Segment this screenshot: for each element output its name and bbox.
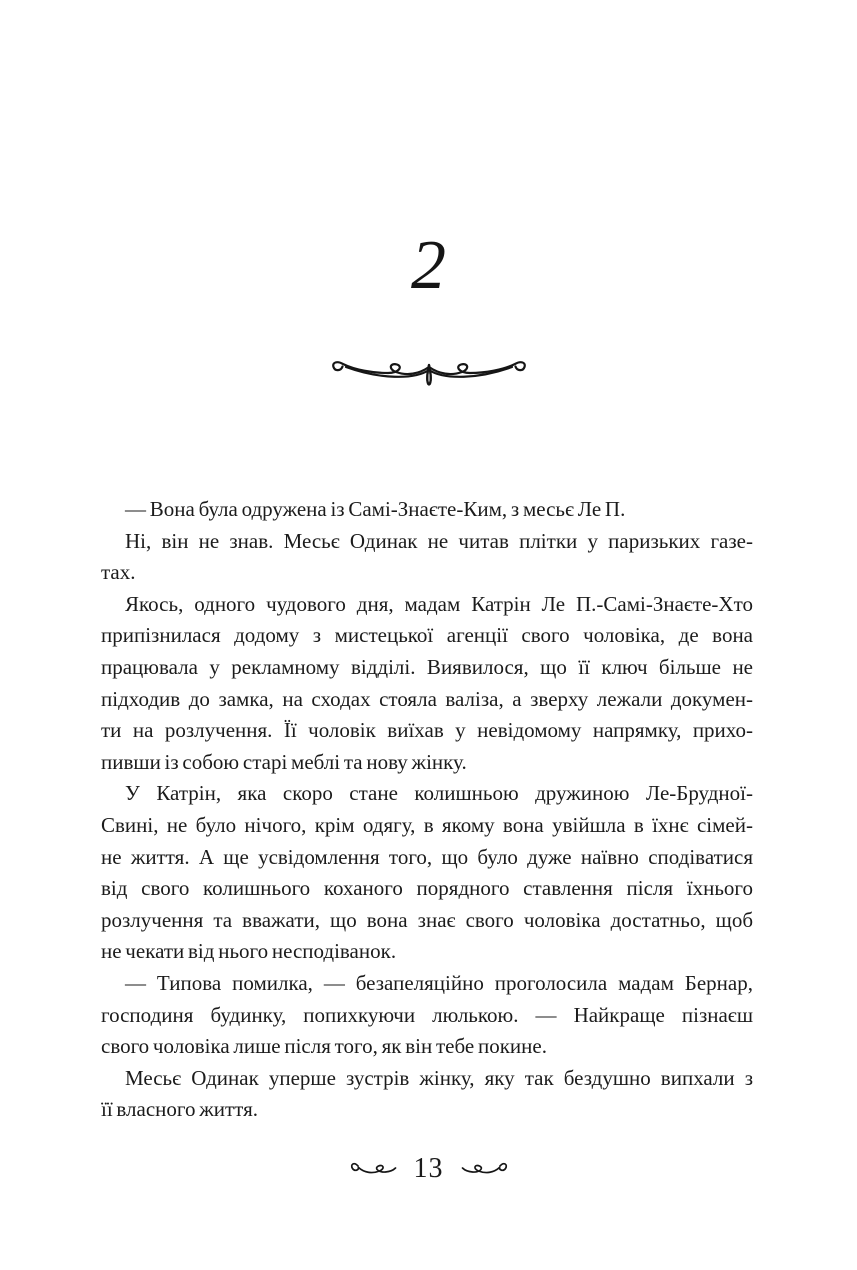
text-line: підходив до замка, на сходах стояла валіза, а зверху лежали докумен- [101,686,753,711]
text-line: — Вона була одружена із Самі-Знаєте-Ким, з месьє Ле П. [125,497,626,521]
chapter-number: 2 [411,227,446,304]
page-footer [0,1152,857,1186]
text-line: Ні, він не знав. Месьє Одинак не читав плітки у паризьких газе- [125,528,753,553]
chapter-divider-flourish [329,351,529,397]
text-line: Месьє Одинак уперше зустрів жінку, яку так бездушно випхали з [125,1065,753,1090]
footer-flourish-right-icon [461,1160,509,1178]
text-line: розлучення та вважати, що вона знає свого чоловіка достатньо, щоб [101,907,753,932]
page-number: 13 [413,1153,444,1184]
text-line: господиня будинку, попихкуючи люлькою. — Найкраще пізнаєш [101,1002,753,1027]
text-line: її власного життя. [101,1097,258,1122]
text-line: від свого колишнього коханого порядного ставлення після їхнього [101,876,753,901]
text-line: Якось, одного чудового дня, мадам Катрін Ле П.-Самі-Знаєте-Хто [125,591,753,616]
flourish-divider-icon [329,351,529,397]
text-line: припізнилася додому з мистецької агенції свого чоловіка, де вона [101,623,753,648]
text-line: ти на розлучення. Її чоловік виїхав у невідомому напрямку, прихо- [101,718,753,743]
text-line: тах. [101,560,136,585]
footer-flourish-left-icon [349,1160,397,1178]
text-line: Свині, не було нічого, крім одягу, в якому вона увійшла в їхнє сімей- [101,812,753,837]
text-line: працювала у рекламному відділі. Виявилося, що її ключ більше не [101,654,753,679]
text-line: свого чоловіка лише після того, як він тебе покине. [101,1034,547,1059]
text-line: не життя. А ще усвідомлення того, що було дуже наївно сподіватися [101,844,753,869]
text-line: пивши із собою старі меблі та нову жінку. [101,749,467,774]
body-text [101,494,753,1126]
text-line: У Катрін, яка скоро стане колишньою дружиною Ле-Брудної- [125,781,753,806]
text-line: не чекати від нього несподіванок. [101,939,397,964]
text-line: — Типова помилка, — безапеляційно проголосила мадам Бернар, [125,970,753,995]
